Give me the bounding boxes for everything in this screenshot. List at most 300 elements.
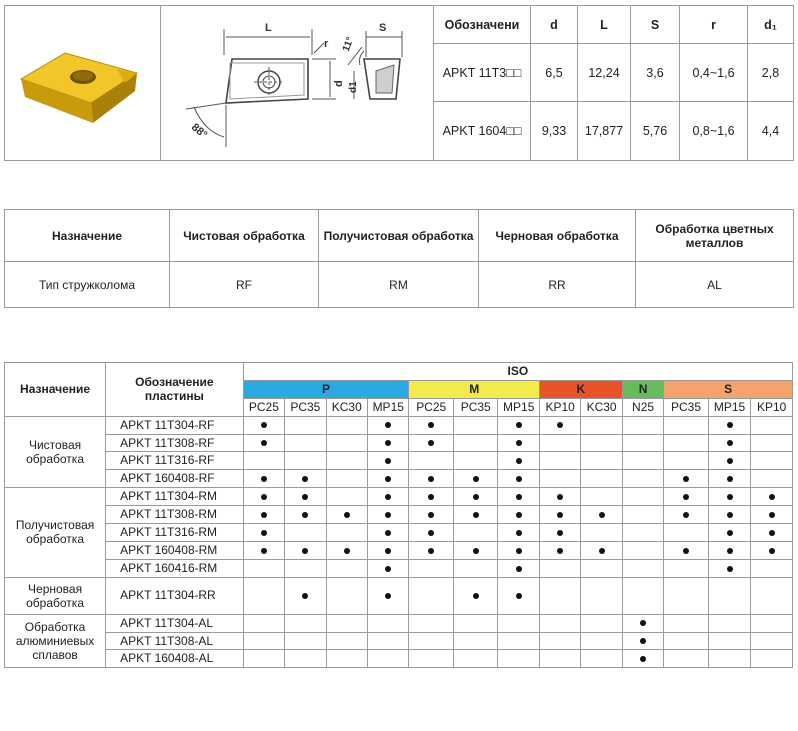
empty-cell	[498, 614, 539, 632]
empty-cell	[326, 577, 367, 614]
empty-cell	[409, 614, 454, 632]
recommended-dot	[453, 470, 498, 488]
empty-cell	[326, 416, 367, 434]
iso-group-p: P	[243, 380, 409, 398]
empty-cell	[539, 434, 580, 452]
dot-icon	[428, 476, 434, 482]
section-label: Обработка алюминиевых сплавов	[5, 614, 106, 668]
dot-icon	[428, 494, 434, 500]
recommended-dot	[539, 416, 580, 434]
empty-cell	[664, 559, 709, 577]
dot-icon	[385, 566, 391, 572]
dot-icon	[516, 530, 522, 536]
iso-header: ISO	[243, 363, 792, 381]
empty-cell	[751, 650, 793, 668]
dot-icon	[385, 593, 391, 599]
empty-cell	[708, 650, 750, 668]
dot-icon	[385, 476, 391, 482]
empty-cell	[708, 632, 750, 650]
empty-cell	[539, 452, 580, 470]
recommended-dot	[581, 506, 622, 524]
insert-photo-icon	[13, 27, 153, 137]
recommended-dot	[243, 470, 284, 488]
dot-icon	[428, 548, 434, 554]
dot-icon	[557, 548, 563, 554]
empty-cell	[368, 650, 409, 668]
dot-icon	[727, 512, 733, 518]
empty-cell	[581, 577, 622, 614]
recommended-dot	[409, 524, 454, 542]
recommended-dot	[368, 506, 409, 524]
recommended-dot	[664, 488, 709, 506]
recommended-dot	[368, 524, 409, 542]
recommended-dot	[243, 541, 284, 559]
label-r: r	[324, 37, 329, 50]
label-angle-11: 11°	[340, 35, 357, 53]
table-row	[5, 614, 793, 632]
empty-cell	[622, 470, 663, 488]
empty-cell	[453, 650, 498, 668]
empty-cell	[581, 452, 622, 470]
section-label: Получистовая обработка	[5, 488, 106, 577]
dot-icon	[683, 548, 689, 554]
dot-icon	[516, 458, 522, 464]
recommended-dot	[409, 506, 454, 524]
recommended-dot	[498, 524, 539, 542]
empty-cell	[498, 650, 539, 668]
dot-icon	[516, 494, 522, 500]
empty-cell	[581, 650, 622, 668]
dot-icon	[557, 494, 563, 500]
dot-icon	[385, 494, 391, 500]
semi-finishing-header: Получистовая обработка	[319, 210, 479, 262]
empty-cell	[326, 470, 367, 488]
label-angle-88: 88°	[188, 120, 210, 141]
dot-icon	[385, 530, 391, 536]
insert-designation: APKT 11T308-AL	[106, 632, 244, 650]
empty-cell	[622, 541, 663, 559]
finishing-header: Чистовая обработка	[170, 210, 319, 262]
iso-group-n: N	[622, 380, 663, 398]
empty-cell	[539, 614, 580, 632]
recommended-dot	[285, 506, 326, 524]
empty-cell	[498, 632, 539, 650]
recommended-dot	[409, 488, 454, 506]
grade-header: PC25	[243, 398, 284, 416]
dot-icon	[516, 422, 522, 428]
dot-icon	[769, 548, 775, 554]
dot-icon	[516, 512, 522, 518]
empty-cell	[581, 470, 622, 488]
empty-cell	[581, 559, 622, 577]
col-r-header: r	[680, 6, 748, 44]
dot-icon	[599, 512, 605, 518]
recommended-dot	[409, 470, 454, 488]
non-ferrous-header: Обработка цветных металлов	[636, 210, 794, 262]
recommended-dot	[498, 452, 539, 470]
recommended-dot	[539, 506, 580, 524]
empty-cell	[243, 559, 284, 577]
dot-icon	[261, 530, 267, 536]
empty-cell	[622, 416, 663, 434]
iso-group-k: K	[539, 380, 622, 398]
table-row	[5, 488, 793, 506]
empty-cell	[326, 614, 367, 632]
recommended-dot	[708, 541, 750, 559]
dot-icon	[473, 494, 479, 500]
empty-cell	[622, 506, 663, 524]
recommended-dot	[453, 541, 498, 559]
grade-header: PC35	[453, 398, 498, 416]
empty-cell	[243, 452, 284, 470]
empty-cell	[285, 614, 326, 632]
empty-cell	[453, 434, 498, 452]
empty-cell	[539, 632, 580, 650]
empty-cell	[326, 434, 367, 452]
dot-icon	[428, 530, 434, 536]
grade-header: KP10	[751, 398, 793, 416]
empty-cell	[664, 577, 709, 614]
dot-icon	[516, 440, 522, 446]
grade-header: MP15	[708, 398, 750, 416]
dot-icon	[557, 422, 563, 428]
recommended-dot	[368, 416, 409, 434]
recommended-dot	[498, 470, 539, 488]
dot-icon	[473, 476, 479, 482]
table-row	[5, 650, 793, 668]
empty-cell	[409, 650, 454, 668]
label-d1: d1	[348, 80, 359, 93]
recommended-dot	[326, 541, 367, 559]
recommended-dot	[326, 506, 367, 524]
empty-cell	[326, 650, 367, 668]
empty-cell	[664, 434, 709, 452]
empty-cell	[409, 632, 454, 650]
dot-icon	[261, 476, 267, 482]
empty-cell	[243, 650, 284, 668]
dot-icon	[727, 566, 733, 572]
empty-cell	[243, 577, 284, 614]
empty-cell	[409, 577, 454, 614]
empty-cell	[664, 416, 709, 434]
table-row	[5, 506, 793, 524]
recommended-dot	[708, 416, 750, 434]
recommended-dot	[243, 434, 284, 452]
empty-cell	[581, 488, 622, 506]
empty-cell	[243, 632, 284, 650]
empty-cell	[751, 452, 793, 470]
recommended-dot	[409, 541, 454, 559]
recommended-dot	[498, 577, 539, 614]
empty-cell	[751, 434, 793, 452]
recommended-dot	[453, 577, 498, 614]
table-row	[5, 559, 793, 577]
dot-icon	[727, 422, 733, 428]
dot-icon	[683, 494, 689, 500]
iso-group-s: S	[664, 380, 793, 398]
recommended-dot	[622, 650, 663, 668]
insert-designation: APKT 11T316-RF	[106, 452, 244, 470]
empty-cell	[622, 452, 663, 470]
recommended-dot	[453, 506, 498, 524]
empty-cell	[453, 632, 498, 650]
purpose-header: Назначение	[5, 210, 170, 262]
section-label: Чистовая обработка	[5, 416, 106, 488]
insert-designation: APKT 11T304-AL	[106, 614, 244, 632]
col-L-header: L	[578, 6, 631, 44]
grade-header: KP10	[539, 398, 580, 416]
insert-drawing	[164, 7, 430, 157]
empty-cell	[751, 559, 793, 577]
empty-cell	[581, 614, 622, 632]
dot-icon	[557, 512, 563, 518]
recommended-dot	[409, 416, 454, 434]
recommended-dot	[368, 470, 409, 488]
empty-cell	[664, 614, 709, 632]
recommended-dot	[708, 434, 750, 452]
dot-icon	[385, 422, 391, 428]
dot-icon	[385, 512, 391, 518]
recommended-dot	[581, 541, 622, 559]
label-d: d	[333, 79, 345, 87]
dot-icon	[261, 494, 267, 500]
dot-icon	[302, 476, 308, 482]
dot-icon	[557, 530, 563, 536]
table-row: Тип стружколома RF RM RR AL	[5, 262, 794, 308]
empty-cell	[539, 470, 580, 488]
empty-cell	[243, 614, 284, 632]
empty-cell	[326, 488, 367, 506]
dot-icon	[385, 440, 391, 446]
recommended-dot	[285, 541, 326, 559]
empty-cell	[622, 524, 663, 542]
insert-designation: APKT 11T304-RF	[106, 416, 244, 434]
dot-icon	[385, 548, 391, 554]
recommended-dot	[243, 416, 284, 434]
empty-cell	[581, 416, 622, 434]
dot-icon	[640, 656, 646, 662]
empty-cell	[285, 434, 326, 452]
empty-cell	[539, 577, 580, 614]
empty-cell	[664, 650, 709, 668]
recommended-dot	[368, 488, 409, 506]
empty-cell	[453, 524, 498, 542]
grade-header: MP15	[498, 398, 539, 416]
dot-icon	[302, 494, 308, 500]
dot-icon	[473, 593, 479, 599]
empty-cell	[285, 452, 326, 470]
empty-cell	[751, 614, 793, 632]
iso-purpose-header: Назначение	[5, 363, 106, 417]
dot-icon	[428, 422, 434, 428]
empty-cell	[539, 559, 580, 577]
roughing-header: Черновая обработка	[479, 210, 636, 262]
dot-icon	[344, 548, 350, 554]
table-row	[5, 416, 793, 434]
dot-icon	[473, 512, 479, 518]
dot-icon	[640, 638, 646, 644]
empty-cell	[285, 416, 326, 434]
empty-cell	[326, 524, 367, 542]
dot-icon	[261, 548, 267, 554]
col-d-header: d	[531, 6, 578, 44]
empty-cell	[708, 614, 750, 632]
grade-header: KC30	[581, 398, 622, 416]
grade-header: PC35	[664, 398, 709, 416]
dot-icon	[516, 566, 522, 572]
insert-designation: APKT 160408-RF	[106, 470, 244, 488]
dot-icon	[516, 476, 522, 482]
recommended-dot	[751, 506, 793, 524]
insert-designation: APKT 11T308-RM	[106, 506, 244, 524]
dot-icon	[640, 620, 646, 626]
dot-icon	[261, 440, 267, 446]
empty-cell	[285, 559, 326, 577]
table-row	[5, 524, 793, 542]
table-row	[5, 470, 793, 488]
recommended-dot	[409, 434, 454, 452]
empty-cell	[285, 632, 326, 650]
recommended-dot	[498, 506, 539, 524]
empty-cell	[368, 614, 409, 632]
recommended-dot	[539, 488, 580, 506]
table-row	[5, 452, 793, 470]
empty-cell	[368, 632, 409, 650]
chipbreaker-label: Тип стружколома	[5, 262, 170, 308]
dot-icon	[473, 548, 479, 554]
recommended-dot	[622, 632, 663, 650]
empty-cell	[409, 452, 454, 470]
dot-icon	[428, 512, 434, 518]
empty-cell	[581, 434, 622, 452]
col-designation-header: Обозначени	[434, 6, 531, 44]
empty-cell	[285, 524, 326, 542]
dot-icon	[727, 440, 733, 446]
recommended-dot	[708, 559, 750, 577]
recommended-dot	[498, 416, 539, 434]
recommended-dot	[664, 541, 709, 559]
empty-cell	[751, 577, 793, 614]
recommended-dot	[708, 524, 750, 542]
empty-cell	[622, 577, 663, 614]
empty-cell	[581, 632, 622, 650]
recommended-dot	[368, 559, 409, 577]
recommended-dot	[751, 524, 793, 542]
empty-cell	[453, 614, 498, 632]
insert-designation: APKT 11T316-RM	[106, 524, 244, 542]
table-row	[5, 541, 793, 559]
dot-icon	[727, 530, 733, 536]
recommended-dot	[708, 452, 750, 470]
recommended-dot	[368, 577, 409, 614]
grade-header: N25	[622, 398, 663, 416]
recommended-dot	[708, 488, 750, 506]
col-S-header: S	[631, 6, 680, 44]
table-row	[5, 434, 793, 452]
insert-drawing-cell	[161, 6, 434, 161]
empty-cell	[581, 524, 622, 542]
empty-cell	[664, 632, 709, 650]
recommended-dot	[368, 434, 409, 452]
iso-group-m: M	[409, 380, 539, 398]
label-L: L	[265, 21, 272, 34]
dot-icon	[516, 593, 522, 599]
empty-cell	[708, 577, 750, 614]
recommended-dot	[368, 452, 409, 470]
dot-icon	[302, 548, 308, 554]
dot-icon	[683, 512, 689, 518]
dot-icon	[302, 593, 308, 599]
insert-designation: APKT 11T304-RM	[106, 488, 244, 506]
empty-cell	[453, 559, 498, 577]
table-row: APKT 1604□□ 9,33 17,877 5,76 0,8~1,6 4,4	[5, 102, 794, 161]
dot-icon	[683, 476, 689, 482]
recommended-dot	[751, 541, 793, 559]
empty-cell	[409, 559, 454, 577]
recommended-dot	[285, 488, 326, 506]
dot-icon	[385, 458, 391, 464]
insert-dimensions-table	[4, 5, 794, 161]
empty-cell	[622, 488, 663, 506]
dot-icon	[428, 440, 434, 446]
insert-designation: APKT 160416-RM	[106, 559, 244, 577]
insert-designation: APKT 11T308-RF	[106, 434, 244, 452]
table-row	[5, 577, 793, 614]
dot-icon	[727, 458, 733, 464]
iso-grade-table	[4, 362, 793, 668]
dot-icon	[302, 512, 308, 518]
empty-cell	[453, 452, 498, 470]
empty-cell	[664, 524, 709, 542]
recommended-dot	[708, 470, 750, 488]
grade-header: MP15	[368, 398, 409, 416]
dot-icon	[727, 494, 733, 500]
recommended-dot	[285, 470, 326, 488]
empty-cell	[453, 416, 498, 434]
chipbreaker-table	[4, 209, 794, 308]
dot-icon	[727, 476, 733, 482]
dot-icon	[261, 512, 267, 518]
dot-icon	[769, 512, 775, 518]
insert-designation: APKT 160408-RM	[106, 541, 244, 559]
empty-cell	[285, 650, 326, 668]
recommended-dot	[498, 488, 539, 506]
recommended-dot	[243, 524, 284, 542]
recommended-dot	[708, 506, 750, 524]
dot-icon	[769, 494, 775, 500]
iso-designation-header: Обозначение пластины	[106, 363, 244, 417]
empty-cell	[326, 632, 367, 650]
col-d1-header: d₁	[748, 6, 794, 44]
empty-cell	[751, 470, 793, 488]
recommended-dot	[498, 559, 539, 577]
recommended-dot	[498, 541, 539, 559]
insert-photo-cell	[5, 6, 161, 161]
empty-cell	[326, 559, 367, 577]
recommended-dot	[285, 577, 326, 614]
insert-designation: APKT 160408-AL	[106, 650, 244, 668]
recommended-dot	[539, 524, 580, 542]
dot-icon	[769, 530, 775, 536]
recommended-dot	[498, 434, 539, 452]
empty-cell	[622, 559, 663, 577]
dot-icon	[344, 512, 350, 518]
empty-cell	[539, 650, 580, 668]
empty-cell	[326, 452, 367, 470]
empty-cell	[751, 416, 793, 434]
grade-header: KC30	[326, 398, 367, 416]
empty-cell	[622, 434, 663, 452]
